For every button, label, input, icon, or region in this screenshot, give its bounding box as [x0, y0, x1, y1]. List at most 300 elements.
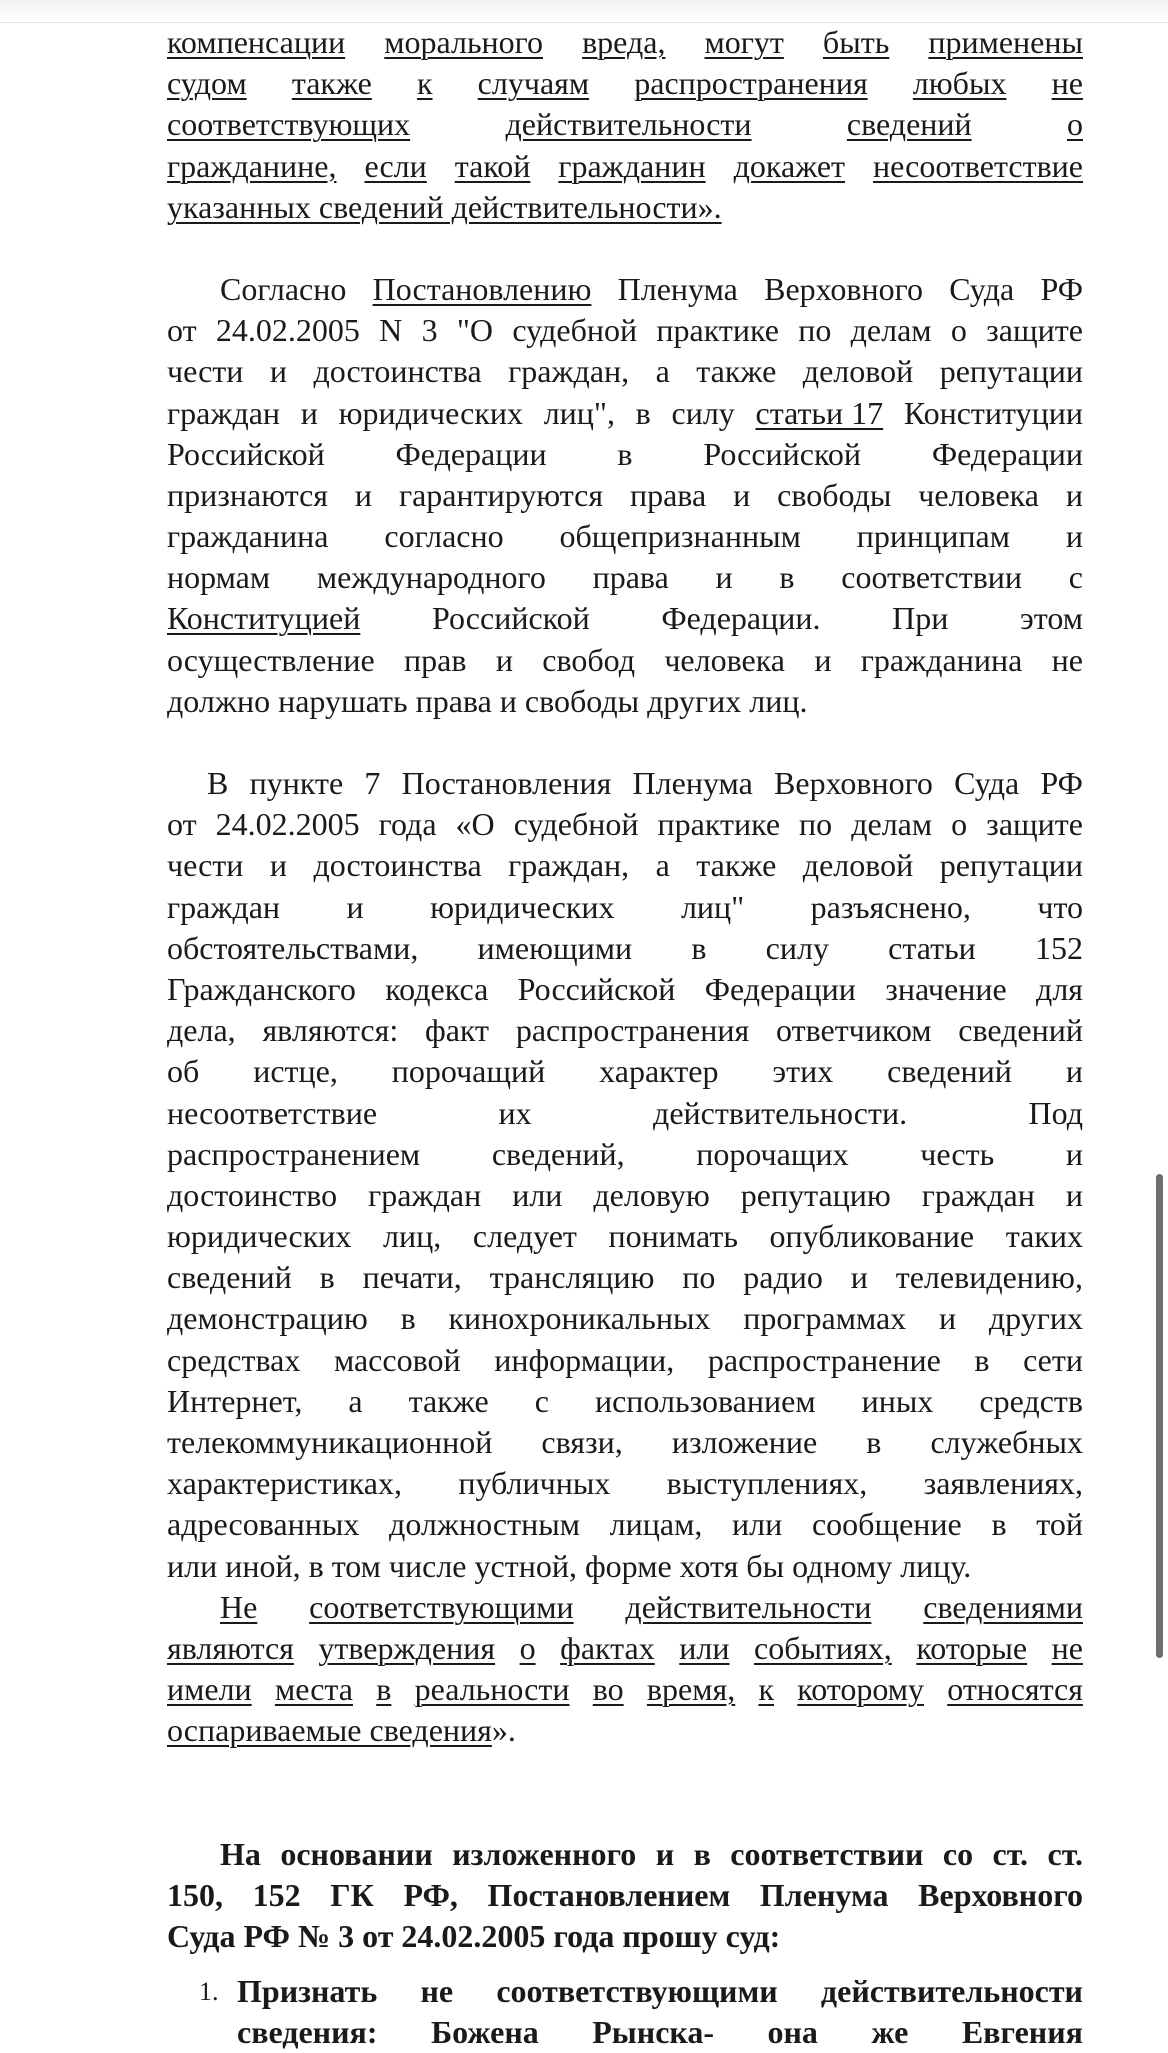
word: к [758, 1671, 774, 1708]
word: с [1068, 559, 1083, 596]
word: обстоятельствами, [167, 929, 419, 966]
word: сообщение [811, 1506, 962, 1543]
text-line [167, 146, 1083, 187]
word: лиц", [543, 394, 615, 431]
word: иных [861, 1382, 934, 1419]
word: распространением [167, 1135, 421, 1172]
text-line [167, 269, 1083, 310]
word: сведениями [923, 1588, 1083, 1625]
word: гарантируются [398, 476, 604, 513]
word: Рынска- [592, 2014, 714, 2051]
paragraph-1 [167, 22, 1083, 228]
word: Федерации [395, 435, 547, 472]
word: РФ [1040, 765, 1083, 801]
paragraph-gap [167, 722, 1083, 763]
word: 24.02.2005 [215, 312, 360, 349]
word: гражданине, [167, 147, 337, 184]
word: судом [167, 65, 247, 102]
word: пункте [249, 765, 344, 801]
word: истце, [253, 1053, 338, 1090]
word: и [1065, 1135, 1083, 1172]
word: гражданина [167, 518, 329, 555]
text-line [167, 1381, 1083, 1422]
text-line [167, 1422, 1083, 1463]
word: РФ [1040, 270, 1083, 307]
word: также [696, 847, 777, 884]
word: Божена [430, 2014, 539, 2051]
text-line [167, 1628, 1083, 1669]
word: докажет [733, 147, 846, 184]
word: разъяснено, [810, 888, 971, 925]
text-line [167, 1504, 1083, 1545]
word: признаются [167, 476, 328, 513]
word: граждан [368, 1176, 482, 1213]
word: а [655, 847, 670, 884]
word: заявлениях, [923, 1465, 1083, 1502]
word: ст. [992, 1835, 1029, 1872]
word: практике [656, 312, 779, 349]
word: репутации [939, 847, 1083, 884]
word: Российской [167, 435, 325, 472]
text-line [167, 310, 1083, 351]
word: и [733, 476, 751, 513]
word: оспариваемые сведения [167, 1712, 492, 1749]
word: являются [167, 1629, 294, 1666]
word: программах [743, 1300, 907, 1337]
list-item-body [237, 1971, 1083, 2053]
word: и [300, 394, 318, 431]
word: о [951, 806, 968, 843]
text-line [167, 475, 1083, 516]
word: гражданин [558, 147, 706, 184]
word: реальности [414, 1671, 570, 1708]
word: 24.02.2005 [215, 806, 360, 843]
word: также [696, 353, 777, 390]
list-number: 1. [199, 1977, 219, 2007]
document-page [167, 22, 1083, 2053]
word: или [512, 1176, 563, 1213]
word: Евгения [961, 2014, 1083, 2051]
paragraph-gap [167, 228, 1083, 269]
word: которые [916, 1629, 1028, 1666]
word: к [416, 65, 433, 102]
word: и [814, 641, 832, 678]
word: прав [404, 641, 467, 678]
text-line [167, 1669, 1083, 1710]
word: юридических [430, 888, 615, 925]
word: а [655, 353, 670, 390]
word: изложенного [452, 1835, 637, 1872]
text-line [167, 187, 1083, 228]
word: быть [822, 24, 890, 60]
word: сведений [167, 1259, 292, 1296]
word: по [799, 806, 833, 843]
word: имели [167, 1671, 252, 1708]
word: юридических [167, 1218, 352, 1255]
word: служебных [930, 1424, 1083, 1460]
word: она [767, 2014, 818, 2051]
word: связи, [541, 1424, 623, 1460]
word: и [715, 559, 733, 596]
link-konstitutsiya[interactable]: Конституцией [167, 600, 361, 637]
word: должно нарушать права и свободы других лиц. [167, 682, 808, 719]
text-line [167, 1010, 1083, 1051]
word: или [679, 1629, 730, 1666]
word: действительности. [653, 1094, 908, 1131]
word: Гражданского [167, 970, 356, 1007]
word: Постановлением [487, 1876, 731, 1913]
word: других [988, 1300, 1083, 1337]
word: в [991, 1506, 1007, 1543]
word: Пленума [632, 765, 753, 801]
word: или [732, 1506, 783, 1543]
word: граждан, [508, 353, 630, 390]
word: Российской [431, 600, 590, 637]
word: действительности [820, 1973, 1083, 2010]
word: 7 [364, 765, 381, 801]
word: массовой [333, 1341, 461, 1378]
word: которому [797, 1671, 924, 1708]
text-line [167, 104, 1083, 145]
word: фактах [560, 1629, 655, 1666]
word: места [274, 1671, 353, 1708]
word: Федерации [704, 970, 856, 1007]
word: 3 [421, 312, 438, 349]
word: основании [280, 1835, 433, 1872]
word: и [1065, 476, 1083, 513]
word: сети [1023, 1341, 1083, 1378]
text-line [167, 393, 1083, 434]
word: изложение [671, 1424, 818, 1460]
word: лицам, [609, 1506, 703, 1543]
paragraph-gap [167, 1752, 1083, 1834]
word: дела, [167, 1012, 236, 1049]
word: Не [220, 1588, 258, 1625]
word: использованием [594, 1382, 816, 1419]
word: телевидению, [895, 1259, 1083, 1296]
word: об [167, 1053, 200, 1090]
text-line [167, 1546, 1083, 1587]
word: права [629, 476, 707, 513]
text-line [167, 928, 1083, 969]
word: На [220, 1835, 261, 1872]
word: N [379, 312, 403, 349]
paragraph-gap [167, 1957, 1083, 1971]
word: и [1065, 1176, 1083, 1213]
text-line [167, 1875, 1083, 1916]
text-line [167, 434, 1083, 475]
word: человека [664, 641, 785, 678]
word: и [1065, 1053, 1083, 1090]
word: сведений [887, 1053, 1012, 1090]
scrollbar-thumb[interactable] [1156, 1174, 1163, 1658]
word: действительности [505, 106, 752, 143]
word: репутацию [740, 1176, 891, 1213]
text-line [167, 763, 1083, 804]
word: сведений [958, 1012, 1083, 1049]
word: Российской [703, 435, 862, 472]
text-line [237, 2012, 1083, 2053]
word: случаям [477, 65, 590, 102]
word: морального [384, 24, 543, 60]
word: и [269, 353, 287, 390]
word: опубликование [769, 1218, 975, 1255]
word: несоответствие [167, 1094, 378, 1131]
word: о [519, 1629, 536, 1666]
word: что [1037, 888, 1083, 925]
word: факт [424, 1012, 490, 1049]
word: практике [657, 806, 781, 843]
word: Согласно [220, 270, 347, 307]
word: если [364, 147, 427, 184]
word: в [691, 929, 707, 966]
text-line [167, 1834, 1083, 1875]
word: характеристиках, [167, 1465, 402, 1502]
text-line [167, 845, 1083, 886]
word: Конституции [903, 394, 1083, 431]
word: сведения: [237, 2014, 378, 2051]
word: ответчиком [776, 1012, 932, 1049]
word: не [1051, 65, 1083, 102]
text-line [167, 1257, 1083, 1298]
word: порочащих [696, 1135, 849, 1172]
word: демонстрацию [167, 1300, 368, 1337]
word: в [779, 559, 795, 596]
link-statya-17[interactable]: статьи 17 [755, 394, 884, 431]
word: «О [455, 806, 495, 843]
word: должностным [389, 1506, 580, 1543]
word: компенсации [167, 24, 346, 60]
word: соответствии [730, 1835, 924, 1872]
paragraph-4 [167, 1587, 1083, 1752]
word: соответствующими [309, 1588, 574, 1625]
word: 152 [1034, 929, 1083, 966]
word: следует [472, 1218, 577, 1255]
word: для [1036, 970, 1083, 1007]
word: Постановления [401, 765, 612, 801]
word: силу [765, 929, 829, 966]
browser-top-bar [0, 0, 1168, 23]
word: Пленума [617, 270, 738, 307]
word: также [408, 1382, 489, 1419]
word: защите [986, 806, 1083, 843]
word: деловой [802, 847, 914, 884]
word: Суда [954, 765, 1020, 801]
word: кодекса [385, 970, 489, 1007]
word: права [592, 559, 669, 596]
word: в [400, 1300, 416, 1337]
word: согласно [384, 518, 504, 555]
word: деловую [593, 1176, 710, 1213]
word: года [378, 806, 437, 843]
word: не [1051, 1629, 1083, 1666]
word: осуществление [167, 641, 375, 678]
word: Суда [949, 270, 1015, 307]
word: в [319, 1259, 335, 1296]
word: средств [979, 1382, 1083, 1419]
text-line [167, 1216, 1083, 1257]
word: имеющими [477, 929, 633, 966]
word: характер [599, 1053, 719, 1090]
word: делам [851, 806, 933, 843]
word: защите [986, 312, 1083, 349]
text-line [167, 1298, 1083, 1339]
word: и [346, 888, 364, 925]
word: лиц" [680, 888, 745, 925]
text-line [167, 598, 1083, 639]
text-line [167, 516, 1083, 557]
word: ». [491, 1712, 516, 1749]
word: соответствии [841, 559, 1023, 596]
word: и [655, 1835, 675, 1872]
word: выступлениях, [666, 1465, 868, 1502]
word: распространения [634, 65, 868, 102]
word: 152 [252, 1876, 301, 1913]
word: соответствующих [167, 106, 411, 143]
word: гражданина [860, 641, 1023, 678]
word: о [950, 312, 967, 349]
word: лиц, [383, 1218, 442, 1255]
word: Суда РФ № 3 от 24.02.2005 года прошу суд: [167, 1917, 781, 1954]
word: от [167, 806, 197, 843]
word: чести [167, 847, 244, 884]
word: репутации [939, 353, 1083, 390]
word: являются: [262, 1012, 399, 1049]
word: достоинства [313, 353, 482, 390]
word: международного [316, 559, 546, 596]
word: юридических [338, 394, 523, 431]
word: не [420, 1973, 454, 2010]
word: в [866, 1424, 882, 1460]
text-line [167, 351, 1083, 392]
word: достоинства [313, 847, 482, 884]
word: ст. [1047, 1835, 1083, 1872]
text-line [167, 969, 1083, 1010]
word: или иной, в том числе устной, форме хотя бы одному лицу. [167, 1547, 972, 1584]
word: со [942, 1835, 974, 1872]
text-line [167, 640, 1083, 681]
text-line [167, 63, 1083, 104]
word: публичных [458, 1465, 611, 1502]
word: вреда, [582, 24, 666, 60]
word: и [1065, 518, 1083, 555]
word: событиях, [753, 1629, 892, 1666]
word: этом [1020, 600, 1083, 637]
word: делам [850, 312, 932, 349]
word: указанных сведений действительности». [167, 188, 722, 225]
word: 150, [167, 1876, 223, 1913]
word: свобод [542, 641, 635, 678]
text-line [167, 1340, 1083, 1381]
word: утверждения [318, 1629, 496, 1666]
text-line [167, 22, 1083, 63]
text-line [167, 1463, 1083, 1504]
word: время, [646, 1671, 736, 1708]
word: средствах [167, 1341, 301, 1378]
word: судебной [512, 312, 638, 349]
word: понимать [608, 1218, 738, 1255]
word: Верховного [918, 1876, 1083, 1913]
word: значение [885, 970, 1007, 1007]
word: не [1051, 641, 1083, 678]
word: В [207, 765, 229, 801]
text-line [167, 681, 1083, 722]
word: сведений, [491, 1135, 625, 1172]
text-line [167, 1587, 1083, 1628]
word: такой [454, 147, 531, 184]
word: трансляцию [489, 1259, 655, 1296]
word: граждан [921, 1176, 1035, 1213]
text-line [167, 804, 1083, 845]
text-line [237, 1971, 1083, 2012]
word: граждан [167, 394, 281, 431]
text-line [167, 557, 1083, 598]
vertical-scrollbar[interactable] [1154, 22, 1168, 2048]
word: адресованных [167, 1506, 360, 1543]
word: граждан, [508, 847, 630, 884]
word: и [354, 476, 373, 513]
word: по [682, 1259, 716, 1296]
word: граждан [167, 888, 281, 925]
link-postanovlenie[interactable]: Постановлению [372, 270, 592, 307]
word: Пленума [759, 1876, 889, 1913]
paragraph-2 [167, 269, 1083, 722]
word: а [348, 1382, 363, 1419]
text-line [167, 1916, 1083, 1957]
word: кинохроникальных [448, 1300, 711, 1337]
word: любых [912, 65, 1007, 102]
word: распространение [707, 1341, 941, 1378]
word: в [974, 1341, 990, 1378]
word: от [167, 312, 197, 349]
word: Верховного [764, 270, 923, 307]
word: и [495, 641, 513, 678]
text-line [167, 887, 1083, 928]
word: судебной [513, 806, 639, 843]
word: во [592, 1671, 624, 1708]
text-line [167, 1093, 1083, 1134]
word: и [850, 1259, 868, 1296]
word: Верховного [774, 765, 933, 801]
word: общепризнанным [559, 518, 801, 555]
word: Российской [517, 970, 676, 1007]
word: соответствующими [496, 1973, 778, 2010]
word: в [635, 394, 651, 431]
word: распространения [515, 1012, 750, 1049]
word: в [617, 435, 633, 472]
paragraph-5 [167, 1834, 1083, 1958]
word: Федерации. [661, 600, 821, 637]
text-line [167, 1710, 1083, 1751]
list-item [167, 1971, 1083, 2053]
word: и [269, 847, 287, 884]
word: телекоммуникационной [167, 1424, 493, 1460]
word: Интернет, [167, 1382, 303, 1419]
word: в [376, 1671, 392, 1708]
word: действительности [625, 1588, 872, 1625]
word: сведений [846, 106, 972, 143]
word: чести [167, 353, 244, 390]
word: о [1067, 106, 1083, 143]
word: могут [704, 24, 784, 60]
word: деловой [802, 353, 914, 390]
word: и [938, 1300, 957, 1337]
word: порочащий [391, 1053, 546, 1090]
word: силу [671, 394, 735, 431]
word: достоинство [167, 1176, 338, 1213]
word: этих [772, 1053, 834, 1090]
word: их [498, 1094, 532, 1131]
